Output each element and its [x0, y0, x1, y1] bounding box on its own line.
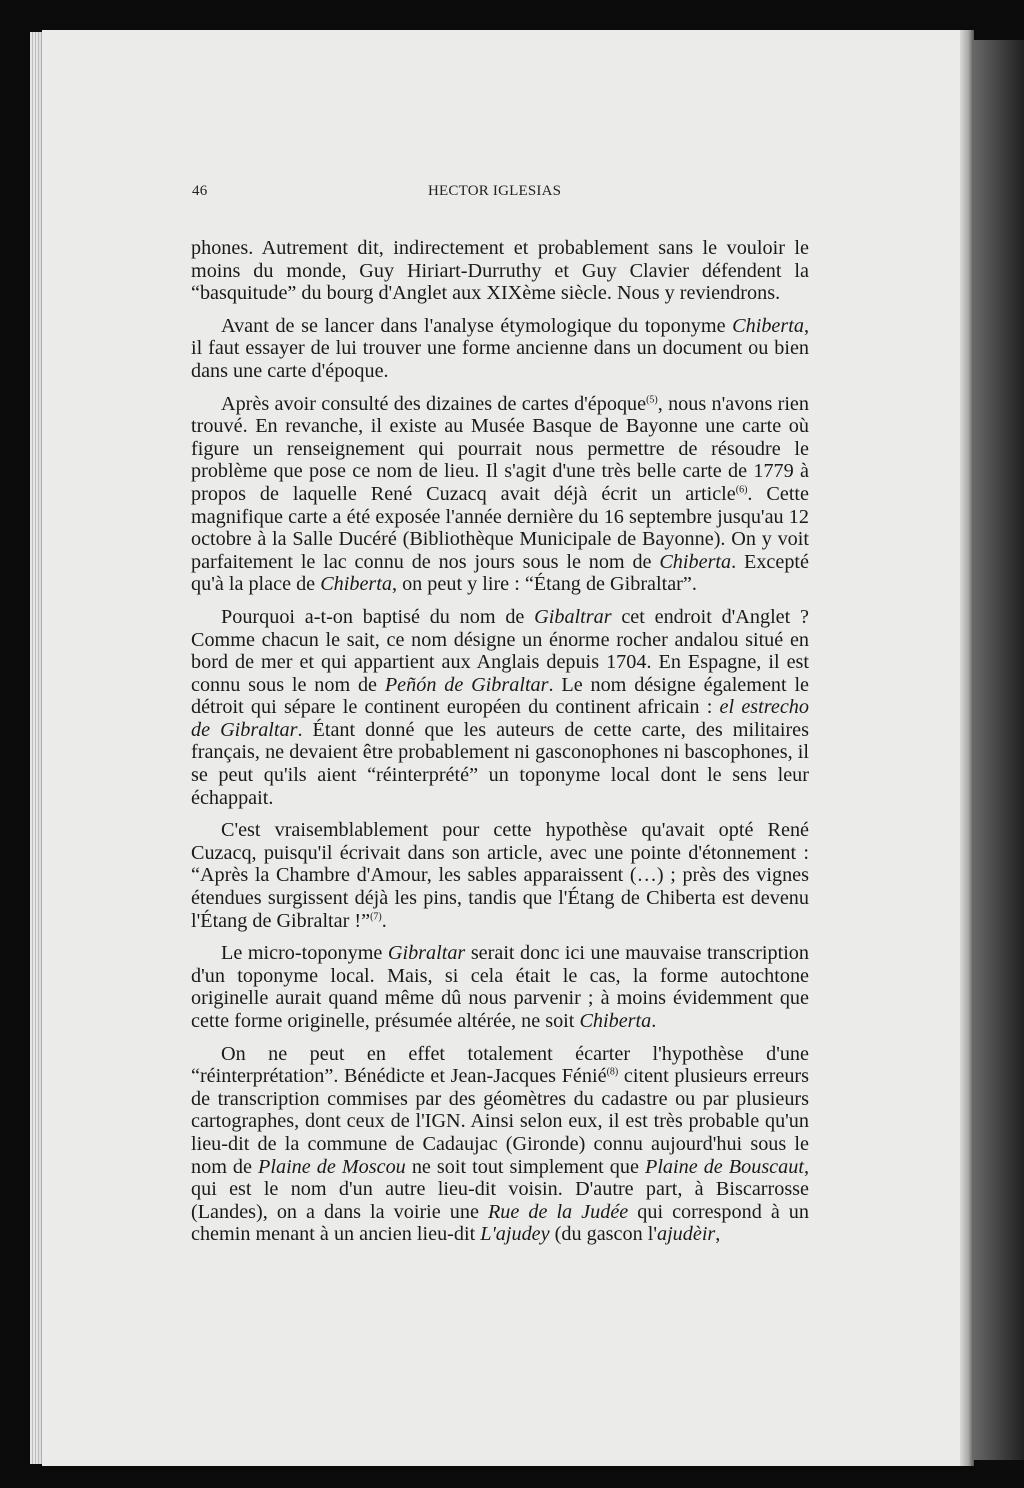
body-text	[191, 237, 809, 1256]
paragraph: phones. Autrement dit, indirectement et probablement sans le vouloir le moins du monde, Guy Hiriart-Durruthy et Guy Clavier défendent la “basquitude” du bourg d'Anglet aux XIXème siècle. Nous y reviendrons.	[191, 237, 809, 305]
paragraph: Le micro-toponyme Gibraltar serait donc ici une mauvaise transcription d'un toponyme local. Mais, si cela était le cas, la forme autochtone originelle aurait quand même dû nous parvenir ; à moins évidemment que cette forme originelle, présumée altérée, ne soit Chiberta.	[191, 942, 809, 1032]
paragraph: Pourquoi a-t-on baptisé du nom de Gibaltrar cet endroit d'Anglet ? Comme chacun le sait, ce nom désigne un énorme rocher andalou situé en bord de mer et qui appartient aux Anglais depuis 1704. En Espagne, il est connu sous le nom de Peñón de Gibraltar. Le nom désigne également le détroit qui sépare le continent européen du continent africain : el estrecho de Gibraltar. Étant donné que les auteurs de cette carte, des militaires français, ne devaient être probablement ni gasconophones ni bascophones, il se peut qu'ils aient “réinterprété” un toponyme local dont le sens leur échappait.	[191, 605, 810, 809]
page-number: 46	[192, 183, 208, 199]
paragraph: Avant de se lancer dans l'analyse étymologique du toponyme Chiberta, il faut essayer de lui trouver une forme ancienne dans un document ou bien dans une carte d'époque.	[191, 314, 809, 382]
paragraph: Après avoir consulté des dizaines de cartes d'époque$^{(5)}$, nous n'avons rien trouvé. En revanche, il existe au Musée Basque de Bayonne une carte où figure un renseignement qui pourrait nous permettre de résoudre le problème que pose ce nom de lieu. Il s'agit d'une très belle carte de 1779 à propos de laquelle René Cuzacq avait déjà écrit un article$^{(6)}$. Cette magnifique carte a été exposée l'année dernière du 16 septembre jusqu'au 12 octobre à la Salle Ducéré (Bibliothèque Municipale de Bayonne). On y voit parfaitement le lac connu de nos jours sous le nom de Chiberta. Excepté qu'à la place de Chiberta, on peut y lire : “Étang de Gibraltar”.	[191, 392, 809, 596]
facing-page-edge	[972, 40, 1024, 1460]
running-title: HECTOR IGLESIAS	[428, 183, 562, 199]
paragraph: On ne peut en effet totalement écarter l'hypothèse d'une “réinterprétation”. Bénédicte et Jean-Jacques Fénié$^{(8)}$ citent plusieurs erreurs de transcription commises par des géomètres du cadastre ou par plusieurs cartographes, dont ceux de l'IGN. Ainsi selon eux, il est très probable qu'un lieu-dit de la commune de Cadaujac (Gironde) connu aujourd'hui sous le nom de Plaine de Moscou ne soit tout simplement que Plaine de Bouscaut, qui est le nom d'un autre lieu-dit voisin. D'autre part, à Biscarrosse (Landes), on a dans la voirie une Rue de la Judée qui correspond à un chemin menant à un ancien lieu-dit L'ajudey (du gascon l'ajudèir,	[191, 1042, 809, 1246]
paragraph: C'est vraisemblablement pour cette hypothèse qu'avait opté René Cuzacq, puisqu'il écrivait dans son article, avec une pointe d'étonnement : “Après la Chambre d'Amour, les sables apparaissent (…) ; près des vignes étendues surgissent déjà les pins, tandis que l'Étang de Chiberta est devenu l'Étang de Gibraltar !”$^{(7)}$.	[191, 819, 809, 932]
